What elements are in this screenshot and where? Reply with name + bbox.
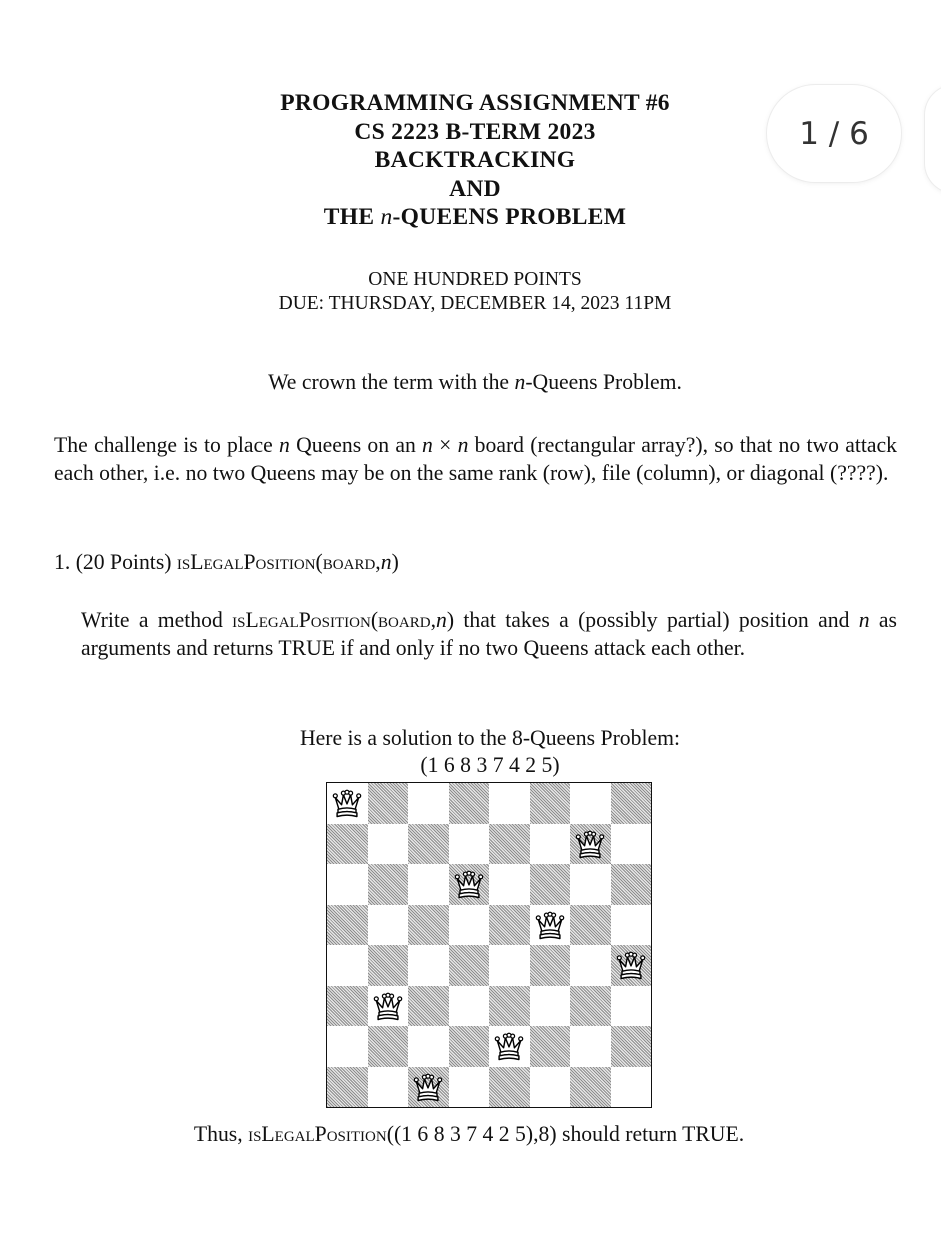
- board-square: [489, 824, 530, 865]
- board-square: [368, 945, 409, 986]
- board-square: [408, 783, 449, 824]
- board-square: [611, 986, 652, 1027]
- title-line: CS 2223 B-TERM 2023: [354, 118, 596, 145]
- board-square: [489, 945, 530, 986]
- page-indicator: 1 / 6: [767, 85, 901, 182]
- board-square: [611, 945, 652, 986]
- queen-icon: [491, 1028, 527, 1064]
- board-square: [570, 1026, 611, 1067]
- board-square: [368, 905, 409, 946]
- board-square: [611, 905, 652, 946]
- board-square: [449, 1026, 490, 1067]
- board-square: [611, 783, 652, 824]
- board-square: [489, 864, 530, 905]
- board-square: [570, 945, 611, 986]
- board-square: [449, 824, 490, 865]
- board-square: [611, 1067, 652, 1108]
- board-square: [449, 864, 490, 905]
- chess-board: [326, 782, 652, 1108]
- board-square: [368, 824, 409, 865]
- board-square: [570, 905, 611, 946]
- queen-icon: [532, 907, 568, 943]
- assignment-meta: [0, 268, 941, 316]
- board-square: [327, 1067, 368, 1108]
- board-square: [530, 1067, 571, 1108]
- board-square: [570, 824, 611, 865]
- board-square: [530, 1026, 571, 1067]
- board-square: [327, 945, 368, 986]
- caption-line: Here is a solution to the 8-Queens Problem:: [299, 726, 681, 750]
- board-square: [368, 986, 409, 1027]
- queen-icon: [613, 947, 649, 983]
- board-square: [489, 905, 530, 946]
- board-square: [611, 1026, 652, 1067]
- task-description: Write a method isLegalPosition(board,n) that takes a (possibly partial) position and n as arguments and returns TRUE if and only if no two Queens attack each other.: [81, 608, 897, 660]
- board-square: [570, 783, 611, 824]
- board-square: [570, 864, 611, 905]
- board-square: [327, 905, 368, 946]
- board-square: [449, 986, 490, 1027]
- board-square: [489, 986, 530, 1027]
- queen-icon: [370, 988, 406, 1024]
- board-square: [368, 1026, 409, 1067]
- queen-icon: [572, 826, 608, 862]
- board-square: [327, 824, 368, 865]
- board-square: [489, 783, 530, 824]
- title-line: PROGRAMMING ASSIGNMENT #6: [280, 90, 670, 116]
- intro-line: We crown the term with the n-Queens Problem.: [268, 370, 682, 394]
- board-square: [489, 1026, 530, 1067]
- board-square: [327, 1026, 368, 1067]
- board-square: [449, 783, 490, 824]
- example-caption: [20, 724, 941, 779]
- board-square: [408, 864, 449, 905]
- conclusion-line: Thus, isLegalPosition((1 6 8 3 7 4 2 5),8) should return TRUE.: [193, 1122, 745, 1146]
- task-heading: 1. (20 Points) isLegalPosition(board,n): [54, 550, 399, 574]
- board-square: [570, 986, 611, 1027]
- title-line: BACKTRACKING: [374, 147, 576, 174]
- board-square: [408, 905, 449, 946]
- title-line: AND: [449, 175, 501, 202]
- board-square: [530, 905, 571, 946]
- board-square: [408, 1067, 449, 1108]
- challenge-paragraph: The challenge is to place n Queens on an n × n board (rectangular array?), so that no two attack each other, i.e. no two Queens may be on the same rank (row), file (column), or diagonal (????).: [54, 433, 897, 485]
- board-square: [611, 864, 652, 905]
- board-square: [570, 1067, 611, 1108]
- points-line: ONE HUNDRED POINTS: [368, 269, 582, 290]
- board-square: [327, 783, 368, 824]
- board-square: [489, 1067, 530, 1108]
- side-control-button[interactable]: [925, 85, 941, 193]
- board-square: [408, 1026, 449, 1067]
- queen-icon: [451, 866, 487, 902]
- board-square: [449, 1067, 490, 1108]
- board-square: [368, 783, 409, 824]
- board-square: [449, 945, 490, 986]
- board-square: [368, 864, 409, 905]
- queen-icon: [329, 785, 365, 821]
- board-square: [530, 783, 571, 824]
- due-line: DUE: THURSDAY, DECEMBER 14, 2023 11PM: [278, 293, 672, 314]
- title-line: THE n-QUEENS PROBLEM: [323, 204, 627, 231]
- board-square: [408, 986, 449, 1027]
- solution-tuple: (1 6 8 3 7 4 2 5): [420, 753, 560, 777]
- board-square: [530, 945, 571, 986]
- queen-icon: [410, 1069, 446, 1105]
- board-square: [530, 864, 571, 905]
- board-square: [408, 945, 449, 986]
- board-square: [530, 986, 571, 1027]
- board-square: [368, 1067, 409, 1108]
- board-square: [327, 986, 368, 1027]
- board-square: [408, 824, 449, 865]
- board-square: [611, 824, 652, 865]
- board-square: [530, 824, 571, 865]
- board-square: [327, 864, 368, 905]
- board-square: [449, 905, 490, 946]
